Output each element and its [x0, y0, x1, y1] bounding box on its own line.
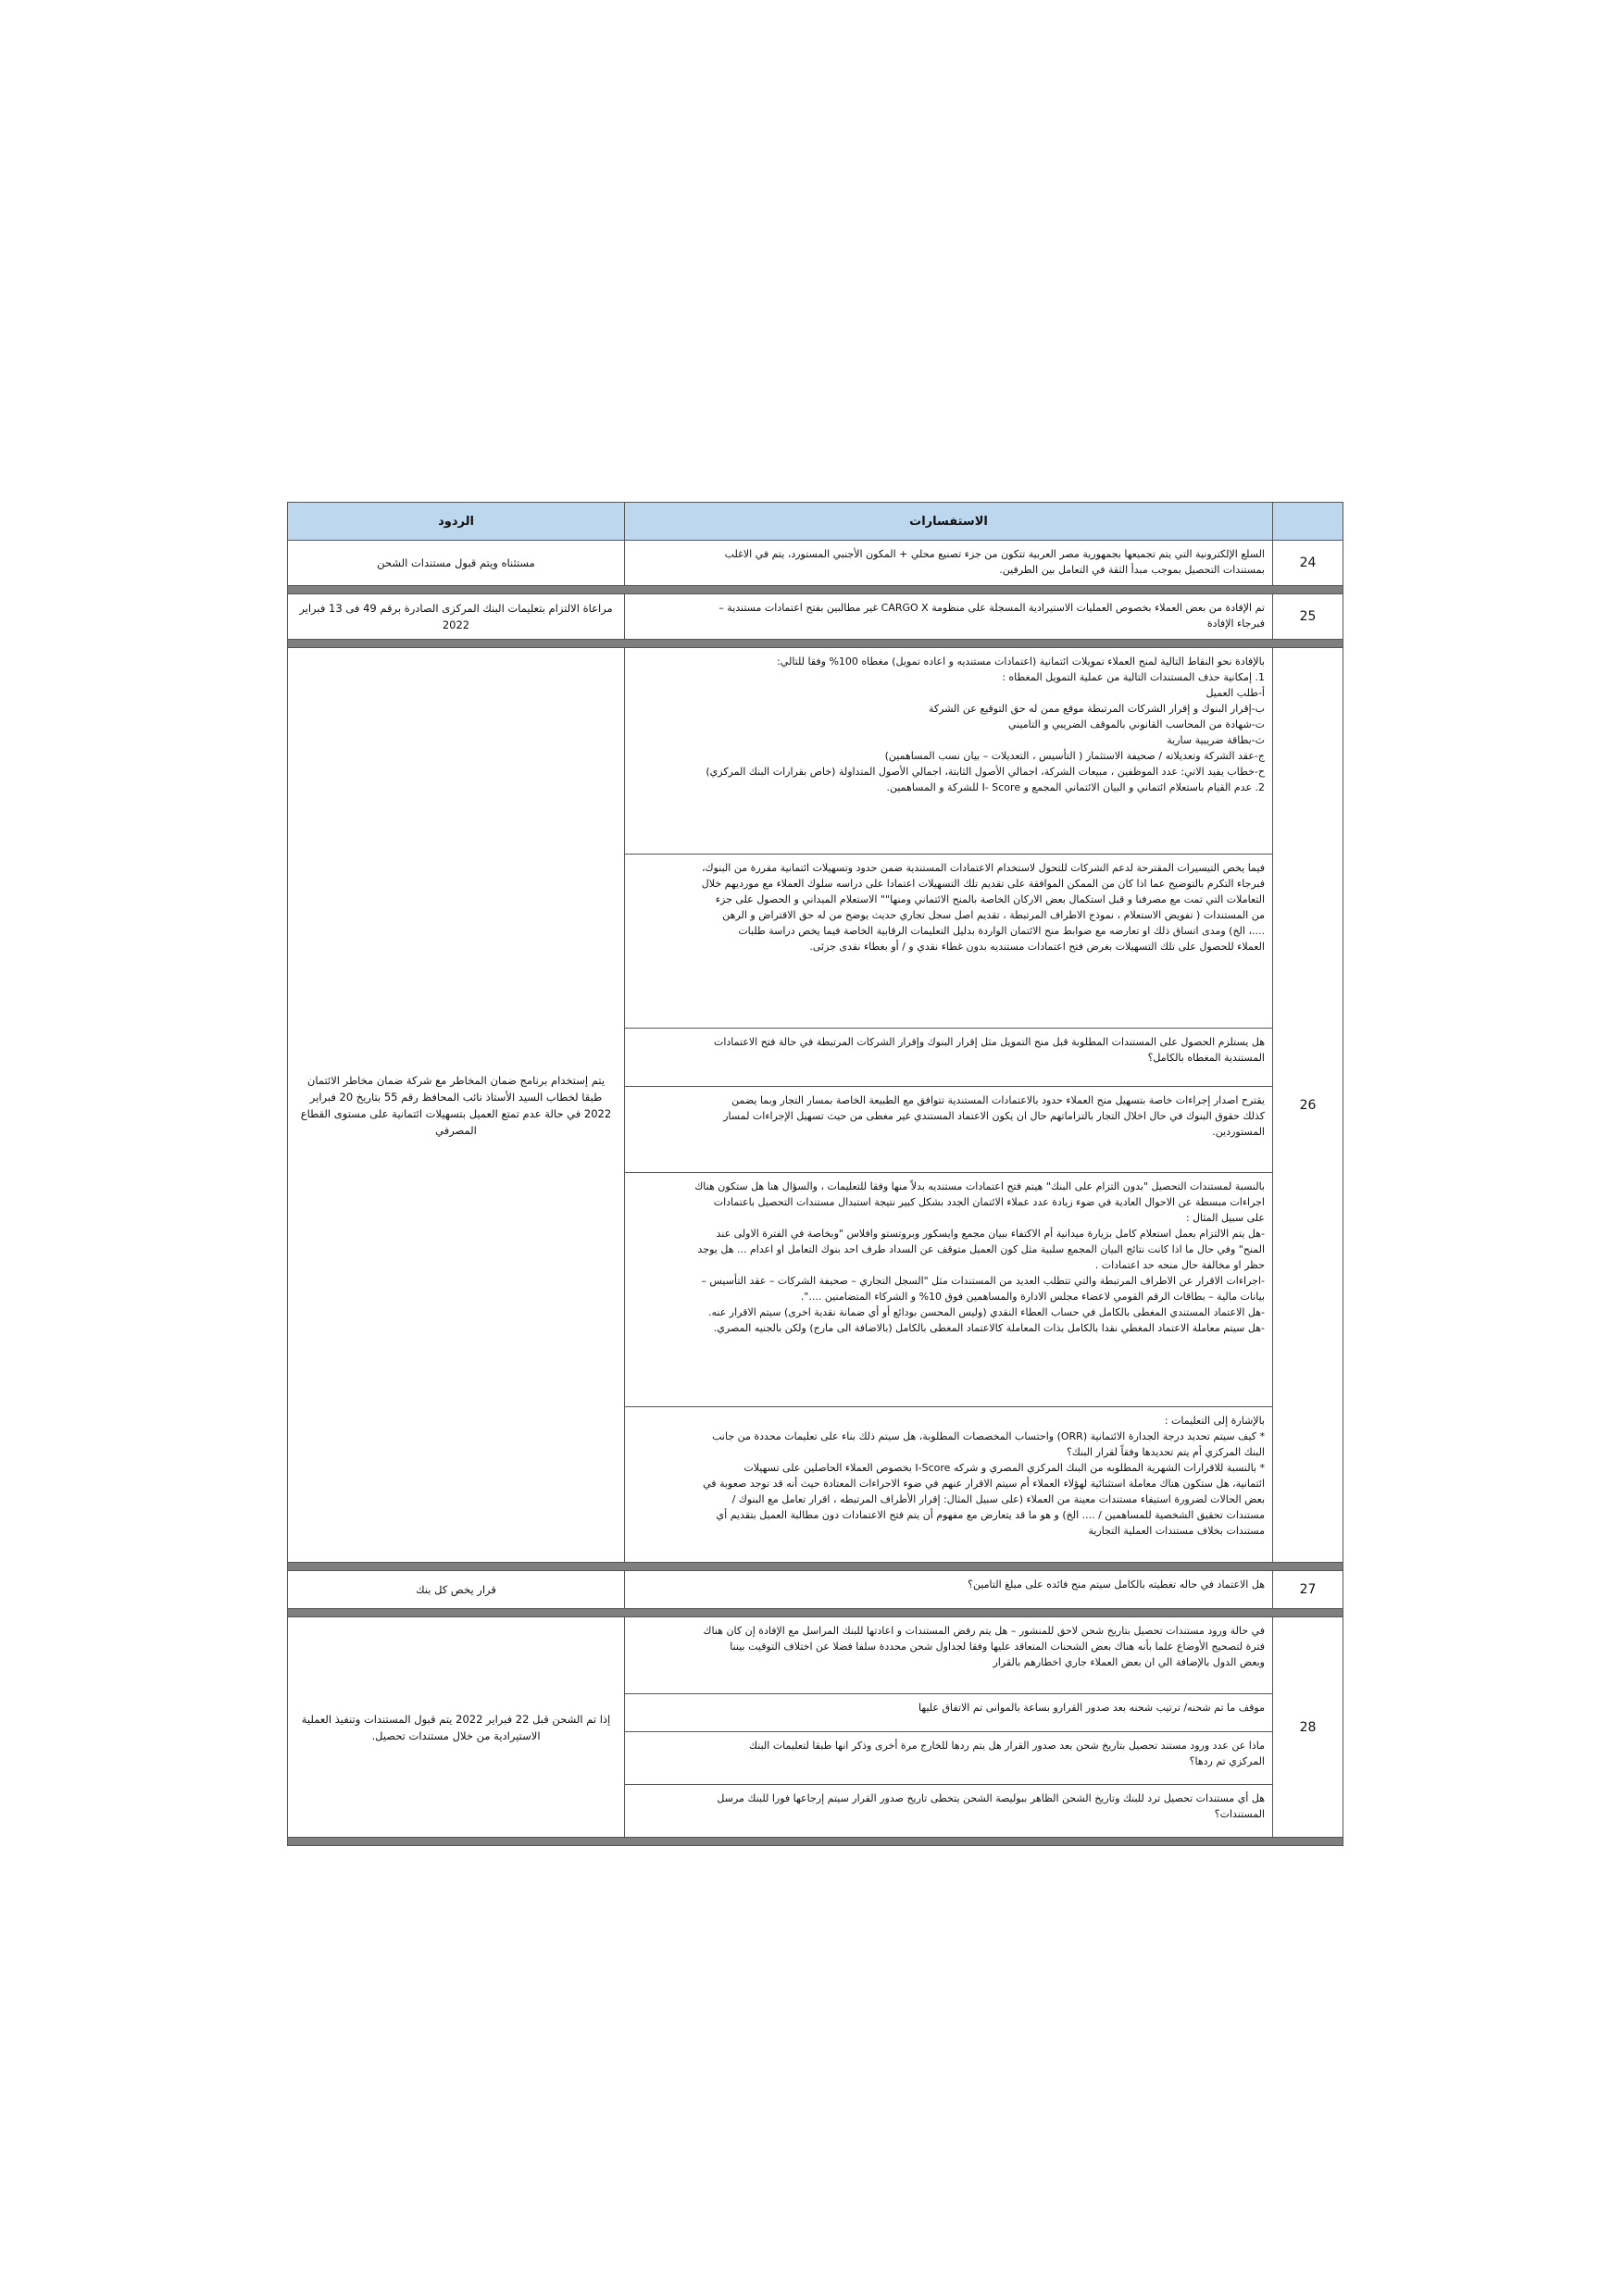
- text-line: المستندية المغطاه بالكامل؟: [1147, 1052, 1265, 1064]
- header-number-cell: [1273, 503, 1343, 541]
- inquiry-cell: [625, 1407, 1273, 1563]
- response-cell: قرار يخص كل بنك: [288, 1571, 625, 1609]
- inquiry-cell: [625, 1785, 1273, 1838]
- text-line: بالإفادة نحو النقاط التالية لمنح العملاء تمويلات ائتمانية (اعتمادات مستنديه و اعاده تمويل) مغطاه 100% وفقا للتالي:: [777, 655, 1265, 668]
- inquiry-cell: [625, 1173, 1273, 1407]
- text-line: فيما يخص التيسيرات المقترحة لدعم الشركات للتحول لاستخدام الاعتمادات المستندية ضمن حدود وتسهيلات ائتمانية مقررة من البنوك،: [701, 862, 1265, 874]
- text-line: بالنسبة لمستندات التحصيل "بدون التزام على البنك" هيتم فتح اعتمادات مستنديه بدلاً منها وفقا للتعليمات ، والسؤال هنا هل ستكون هناك: [694, 1180, 1265, 1192]
- header-inquiries: الاستفسارات: [625, 503, 1273, 541]
- text-line: على سبيل المثال :: [1185, 1212, 1265, 1224]
- inquiry-cell: [625, 1617, 1273, 1694]
- text-line: ت-شهادة من المحاسب القانوني بالموقف الضريبي و التاميني: [1007, 718, 1265, 730]
- row-number: 27: [1273, 1571, 1343, 1609]
- text-line: ائتمانية، هل ستكون هناك معاملة استثنائية لهؤلاء العملاء أم سيتم الاقرار عنهم في ضوء الاجراءات المعتادة حيث أنه قد توجد صعوبة في: [703, 1478, 1265, 1490]
- text-line: موقف ما تم شحنه/ ترتيب شحنه بعد صدور القرارو بساعة بالموانى تم الاتفاق عليها: [918, 1702, 1265, 1714]
- text-line: فترة لتصحيح الأوضاع علما بأنه هناك بعض الشحنات المتعاقد عليها وفقا لجداول شحن محددة سلفا فضلا عن اختلاف التوقيت بيننا: [730, 1641, 1265, 1653]
- text-line: بمستندات التحصيل بموجب مبدأ الثقة في التعامل بين الطرفين.: [999, 564, 1265, 576]
- text-line: كذلك حقوق البنوك في حال اخلال التجار بالتزاماتهم حال ان يكون الاعتماد المستندي غير مغطى من حيث تسهيل الإجراءات لمسار: [723, 1110, 1265, 1122]
- row-number: 28: [1273, 1617, 1343, 1838]
- row-separator: [288, 640, 1343, 648]
- text-line: هل يستلزم الحصول على المستندات المطلوبة قبل منح التمويل مثل إقرار البنوك وإقرار الشركات المرتبطة في حالة فتح الاعتمادات: [713, 1036, 1265, 1048]
- header-responses: الردود: [288, 503, 625, 541]
- table-row-24: [288, 541, 1343, 586]
- header-row: [288, 503, 1343, 541]
- text-line: اجراءات مبسطة عن الاحوال العادية في ضوء زيادة عدد عملاء الائتمان الجدد بشكل كبير نتيجة استبدال مستندات التحصيل باعتمادات: [713, 1196, 1265, 1208]
- row-separator: [288, 1609, 1343, 1617]
- inquiry-cell: [625, 594, 1273, 640]
- inquiry-cell: [625, 1571, 1273, 1609]
- text-line: السلع الإلكترونية التي يتم تجميعها بجمهورية مصر العربية تتكون من جزء تصنيع محلي + المكون الأجنبي المستورد، يتم في الاغلب: [724, 548, 1265, 560]
- inquiries-table: [287, 502, 1343, 1846]
- text-line: مستندات بخلاف مستندات العملية التجارية: [1088, 1525, 1265, 1537]
- text-line: حظر او مخالفة حال منحه حد اعتمادات .: [1094, 1259, 1265, 1271]
- row-number: 25: [1273, 594, 1343, 640]
- row-number: 26: [1273, 648, 1343, 1563]
- table-row-26: [288, 648, 1343, 855]
- inquiry-cell: [625, 1029, 1273, 1087]
- text-line: ج-عقد الشركة وتعديلاته / صحيفة الاستثمار ( التأسيس ، التعديلات – بيان نسب المساهمين): [884, 750, 1265, 762]
- inquiry-cell: [625, 1694, 1273, 1732]
- text-line: ب-إقرار البنوك و إقرار الشركات المرتبطة موقع ممن له حق التوقيع عن الشركة: [928, 703, 1265, 715]
- table-row-28: [288, 1617, 1343, 1694]
- text-line: هل الاعتماد في حاله تغطيته بالكامل سيتم منح فائده على مبلغ التامين؟: [968, 1578, 1265, 1591]
- text-line: ....، الخ) ومدى اتساق ذلك او تعارضه مع ضوابط منح الائتمان الواردة بدليل التعليمات الرقابية الخاصة فيما يخص دراسة طلبات: [738, 925, 1265, 937]
- text-line: في حالة ورود مستندات تحصيل بتاريخ شحن لاحق للمنشور – هل يتم رفض المستندات و اعادتها للبنك المراسل مع الإفادة إن كان هناك: [703, 1625, 1265, 1637]
- text-line: التعاملات التي تمت مع مصرفنا و قبل استكمال بعض الاركان الخاصة بالمنح الائتماني ومنها"" الاستعلام الميداني و الحصول على جزء: [715, 893, 1265, 905]
- row-number: 24: [1273, 541, 1343, 586]
- text-line: العملاء للحصول على تلك التسهيلات بغرض فتح اعتمادات مستنديه بدون غطاء نقدي و / أو بغطاء نقدى جزئى.: [809, 941, 1265, 953]
- text-line: من المستندات ( تفويض الاستعلام ، نموذج الاطراف المرتبطة ، تقديم اصل سجل تجاري حديث يوضح من له حق الاقتراض و الرهن: [722, 909, 1265, 921]
- inquiry-cell: [625, 1732, 1273, 1785]
- text-line: فبرجاء التكرم بالتوضيح عما اذا كان من الممكن الموافقة على تقديم تلك التسهيلات اعتمادا على دراسه سلوك العملاء مع مورديهم خلال: [701, 878, 1265, 890]
- text-line: ح-خطاب يفيد الاتي: عدد الموظفين ، مبيعات الشركة، اجمالي الأصول الثابتة، اجمالي الأصول المتداولة (خاص بقرارات البنك المركزي): [706, 766, 1265, 778]
- text-line: بيانات مالية – بطاقات الرقم القومي لاعضاء مجلس الادارة والمساهمين فوق 10% و الشركاء المتضامنين ....".: [800, 1291, 1265, 1303]
- response-cell: مستثناه ويتم قبول مستندات الشحن: [288, 541, 625, 586]
- response-cell: مراعاة الالتزام بتعليمات البنك المركزى الصادرة برقم 49 فى 13 فبراير 2022: [288, 594, 625, 640]
- inquiry-cell: [625, 1087, 1273, 1173]
- row-separator: [288, 586, 1343, 594]
- text-line: المنح" وفي حال ما اذا كانت نتائج البيان المجمع سلبية مثل كون العميل متوقف عن السداد طرف احد بنوك التعامل او اعدام ... هل يوجد: [697, 1243, 1265, 1255]
- table-row-27: [288, 1571, 1343, 1609]
- response-cell: إذا تم الشحن قبل 22 فبراير 2022 يتم قبول المستندات وتنفيذ العملية الاستيرادية من خلال مستندات تحصيل.: [288, 1617, 625, 1838]
- table-row-25: [288, 594, 1343, 640]
- inquiry-cell: [625, 855, 1273, 1029]
- text-line: أ-طلب العميل: [1206, 687, 1265, 699]
- text-line: يقترح اصدار إجراءات خاصة بتسهيل منح العملاء حدود بالاعتمادات المستندية تتوافق مع الطبيعة الخاصة بمسار التجار وبما يضمن: [731, 1094, 1265, 1106]
- inquiry-cell: [625, 541, 1273, 586]
- text-line: * بالنسبة للاقرارات الشهرية المطلوبه من البنك المركزي المصري و شركه I-Score بخصوص العملاء الحاصلين على تسهيلات: [743, 1462, 1265, 1474]
- text-line: المركزي تم ردها؟: [1189, 1755, 1265, 1767]
- inquiry-cell: [625, 648, 1273, 855]
- row-separator: [288, 1563, 1343, 1571]
- text-line: بالإشارة إلى التعليمات :: [1164, 1415, 1265, 1427]
- text-line: المستندات؟: [1214, 1808, 1265, 1820]
- text-line: -هل يتم الالتزام بعمل استعلام كامل بزيارة ميدانية أم الاكتفاء ببيان مجمع وايسكور وبروتستو وافلاس "وبخاصة في الفترة الاولى عند: [716, 1228, 1265, 1240]
- text-line: -هل الاعتماد المستندي المغطى بالكامل في حساب العطاء النقدي (وليس المحسن بودائع أو أي ضمانة نقدية اخرى) سيتم الاقرار عنه.: [708, 1306, 1265, 1318]
- text-line: ث-بطاقة ضريبية سارية: [1167, 734, 1265, 746]
- text-line: فبرجاء الإفادة: [1206, 618, 1265, 630]
- text-line: تم الإفادة من بعض العملاء بخصوص العمليات الاستيرادية المسجلة على منظومة CARGO X غير مطالبين بفتح اعتمادات مستندية –: [718, 602, 1265, 614]
- text-line: * كيف سيتم تحديد درجة الجدارة الائتمانية (ORR) واحتساب المخصصات المطلوبة، هل سيتم ذلك بناء على تعليمات محددة من جانب: [712, 1430, 1265, 1442]
- text-line: المستوردين.: [1212, 1126, 1265, 1138]
- text-line: 1. إمكانية حذف المستندات التالية من عملية التمويل المغطاه :: [1002, 671, 1265, 683]
- row-separator: [288, 1838, 1343, 1846]
- text-line: 2. عدم القيام باستعلام ائتماني و البيان الائتماني المجمع و I- Score للشركة و المساهمين.: [886, 781, 1265, 793]
- text-line: هل أي مستندات تحصيل ترد للبنك وتاريخ الشحن الظاهر ببوليصة الشحن يتخطى تاريخ صدور القرار سيتم إرجاعها فورا للبنك مرسل: [717, 1792, 1265, 1804]
- text-line: ماذا عن عدد ورود مستند تحصيل بتاريخ شحن بعد صدور القرار هل يتم ردها للخارج مرة أخرى وذكر انها طبقا لتعليمات البنك: [749, 1740, 1265, 1752]
- text-line: -اجراءات الاقرار عن الاطراف المرتبطة والتي تتطلب العديد من المستندات مثل "السجل التجاري – صحيفة الشركات – عقد التأسيس –: [701, 1275, 1265, 1287]
- text-line: بعض الحالات لضرورة استيفاء مستندات معينة من العملاء (على سبيل المثال: إقرار الأطراف المرتبطه ، اقرار تعامل مع البنوك /: [731, 1493, 1265, 1505]
- response-cell: يتم إستخدام برنامج ضمان المخاطر مع شركة ضمان مخاطر الائتمان طبقا لخطاب السيد الأستاذ نائب المحافظ رقم 55 بتاريخ 20 فبراير 2022 في حالة عدم تمتع العميل بتسهيلات ائتمانية على مستوى القطاع المصرفي: [288, 648, 625, 1563]
- text-line: البنك المركزي أم يتم تحديدها وفقاً لقرار البنك؟: [1066, 1446, 1265, 1458]
- text-line: مستندات تحقيق الشخصية للمساهمين / .... الخ) و هو ما قد يتعارض مع مفهوم أن يتم فتح الاعتمادات دون مطالبة العميل بتقديم أي: [716, 1509, 1265, 1521]
- text-line: وبعض الدول بالإضافة الي ان بعض العملاء جاري اخطارهم بالقرار: [993, 1656, 1265, 1668]
- text-line: -هل سيتم معاملة الاعتماد المغطي نقدا بالكامل بذات المعاملة كالاعتماد المغطى بالكامل (بالاضافة الى مارج) ولكن بالجنيه المصري.: [713, 1322, 1265, 1334]
